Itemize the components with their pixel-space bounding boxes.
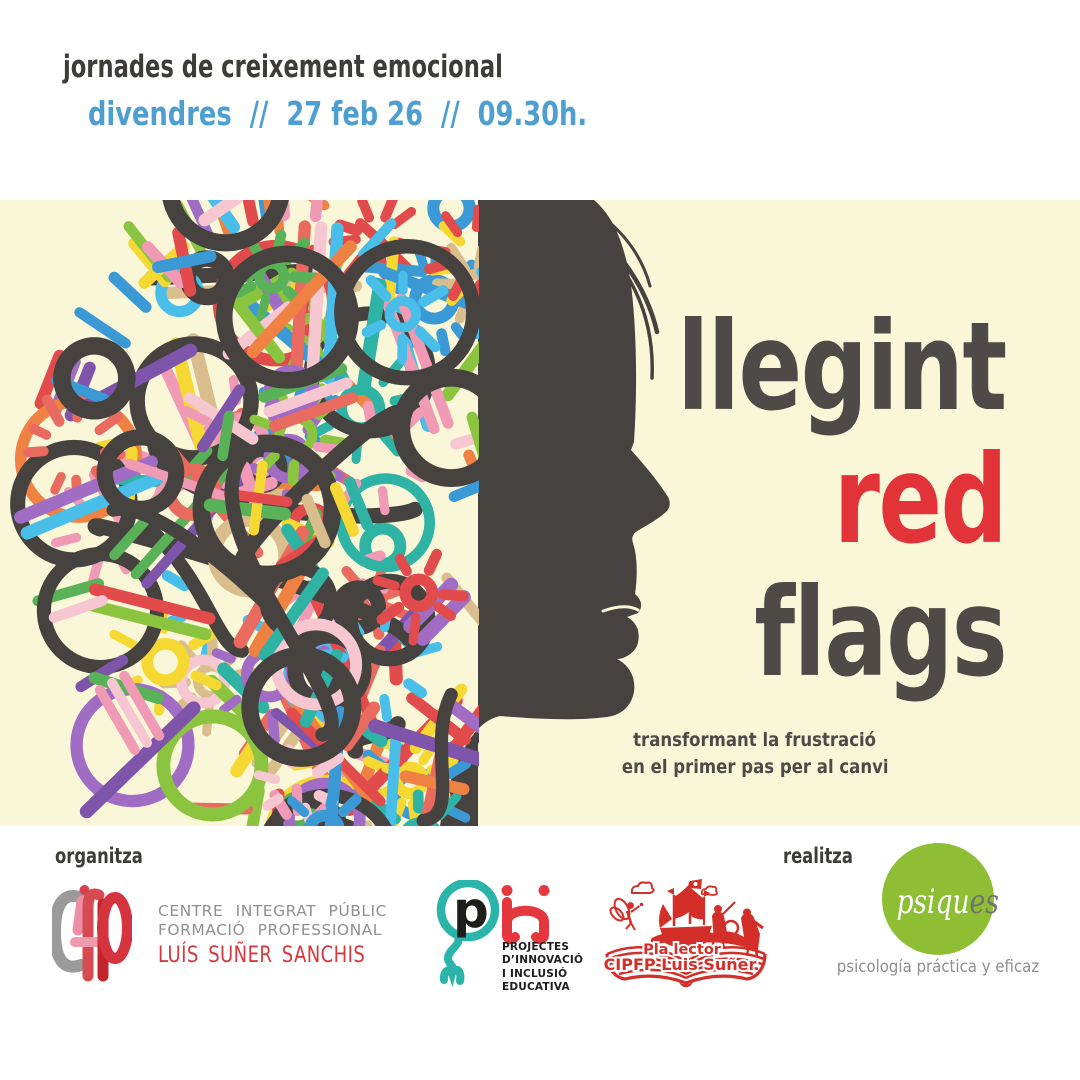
piie-letter-p: p: [453, 881, 489, 939]
cifp-logo: [52, 885, 132, 982]
psiques-wordmark: psiques: [896, 882, 999, 922]
piie-line-3: I INCLUSIÓ: [502, 967, 568, 980]
piie-text-block: [502, 941, 583, 995]
cifp-letter-p-bowl: [103, 898, 128, 959]
cifp-line-2: FORMACIÓ PROFESSIONAL: [158, 921, 382, 939]
poster-title: [579, 296, 1006, 704]
poster-footer: [0, 826, 1080, 1080]
piie-line-2: D’INNOVACIÓ: [502, 954, 584, 967]
organitza-label: organitza: [55, 844, 143, 868]
cloud-left-icon: [632, 882, 654, 893]
event-datetime: divendres // 27 feb 26 // 09.30h.: [88, 94, 588, 133]
title-line-2: red: [833, 429, 1006, 571]
pla-lector-line-1: Pla lector: [643, 942, 721, 958]
event-kicker: jornades de creixement emocional: [63, 49, 503, 85]
realitza-label: realitza: [783, 844, 853, 868]
pla-lector-line-2: CIPFP Luis Suñer: [603, 955, 757, 974]
piie-m-shape: [507, 902, 544, 939]
pla-lector-logo: [594, 876, 779, 996]
piie-dot-right: [539, 885, 550, 896]
skull-flag-dot: [694, 882, 698, 886]
piie-line-1: PROJECTES: [502, 941, 570, 953]
title-line-3: flags: [754, 562, 1006, 704]
cifp-line-3: LUÍS SUÑER SANCHIS: [158, 943, 366, 968]
poster-header: [0, 0, 1080, 200]
cifp-text-block: [158, 902, 411, 968]
fairy-icon: [608, 896, 643, 930]
poster-subtitle: transformant la frustració en el primer pas per al canvi: [621, 729, 889, 778]
cifp-letter-i: [78, 901, 82, 930]
piie-squiggle-tail: [444, 935, 461, 981]
piie-line-4: EDUCATIVA: [502, 981, 570, 994]
piie-dot-left: [502, 885, 513, 896]
title-line-1: llegint: [677, 296, 1006, 438]
illustration-band: [0, 200, 1080, 826]
psiques-tagline: psicología práctica y eficaz: [836, 957, 1040, 977]
cifp-line-1: CENTRE INTEGRAT PÚBLIC: [158, 902, 387, 920]
